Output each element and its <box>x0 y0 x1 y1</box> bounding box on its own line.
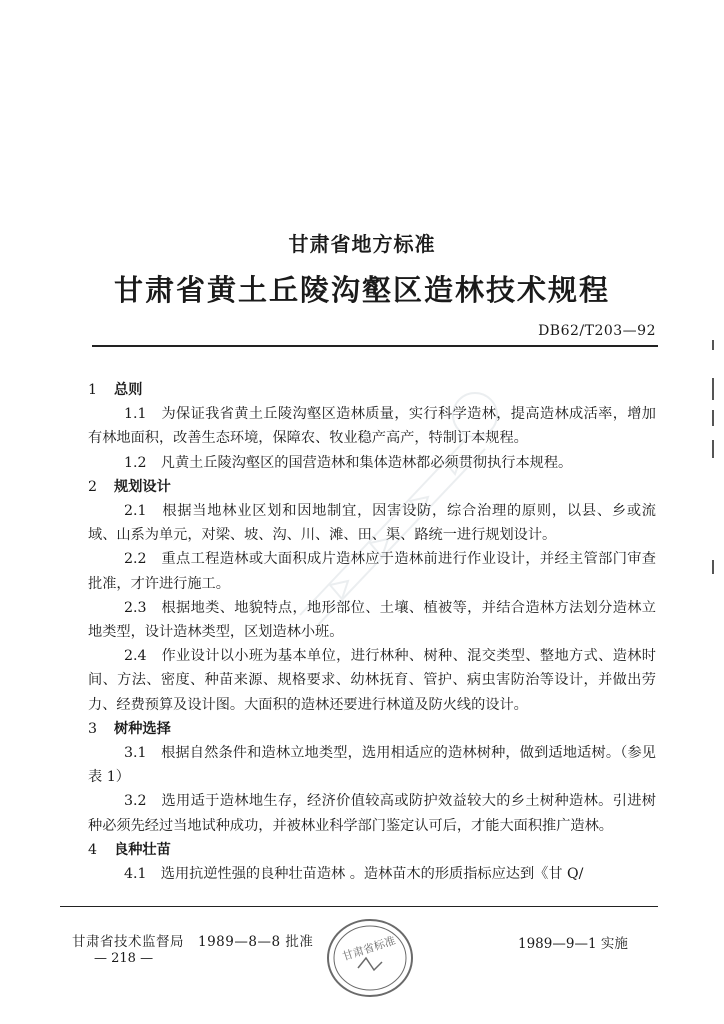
paragraph: 3.1 根据自然条件和造林立地类型，选用相适应的造林树种，做到适地适树。（参见表 1） <box>88 745 656 786</box>
section-number: 1 <box>88 382 98 398</box>
section-title: 规划设计 <box>114 478 171 495</box>
header-rule <box>92 345 658 347</box>
scan-edge-mark <box>712 440 714 458</box>
section-number: 3 <box>88 720 98 737</box>
section-heading <box>88 475 656 499</box>
section-number: 2 <box>88 478 98 495</box>
scan-edge-mark <box>712 560 714 574</box>
section-title: 树种选择 <box>114 720 171 737</box>
document-title: 甘肃省黄土丘陵沟壑区造林技术规程 <box>113 273 610 307</box>
official-seal <box>322 912 418 1000</box>
scan-edge-mark <box>712 378 714 400</box>
section-number: 4 <box>88 841 98 858</box>
paragraph: 2.4 作业设计以小班为基本单位，进行林种、树种、混交类型、整地方式、造林时间、方法、密度、种苗来源、规格要求、幼林抚育、管护、病虫害防治等设计，并做出劳力、经费预算及设计图。大面积的造林还要进行林道及防火线的设计。 <box>88 648 656 713</box>
paragraph: 2.3 根据地类、地貌特点，地形部位、土壤、植被等，并结合造林方法划分造林立地类型，设计造林类型，区划造林小班。 <box>88 599 656 641</box>
document-body <box>88 378 656 886</box>
scan-edge-mark <box>712 410 714 426</box>
scan-edge-mark <box>712 340 714 350</box>
paragraph: 4.1 选用抗逆性强的良种壮苗造林 。造林苗木的形质指标应达到《甘 Q/ <box>124 866 584 883</box>
standard-category: 甘肃省地方标准 <box>288 232 436 256</box>
paragraph: 1.1 为保证我省黄土丘陵沟壑区造林质量，实行科学造林，提高造林成活率，增加有林地面积，改善生态环境，保障农、牧业稳产高产，特制订本规程。 <box>88 406 656 447</box>
footer-issuer: 甘肃省技术监督局 1989—8—8 批准 <box>72 934 314 950</box>
section-title: 总则 <box>114 382 143 398</box>
paragraph: 1.2 凡黄土丘陵沟壑区的国营造林和集体造林都必须贯彻执行本规程。 <box>124 454 573 471</box>
section-heading <box>88 717 656 741</box>
footer-rule <box>60 906 658 907</box>
standard-number: DB62/T203—92 <box>538 323 656 339</box>
footer-effective-date: 1989—9—1 实施 <box>518 936 628 952</box>
paragraph: 2.2 重点工程造林或大面积成片造林应于造林前进行作业设计，并经主管部门审查批准，才许进行施工。 <box>88 551 656 592</box>
section-heading <box>88 378 656 402</box>
section-heading <box>88 838 656 862</box>
page-number: — 218 — <box>94 951 154 966</box>
paragraph: 2.1 根据当地林业区划和因地制宜，因害设防，综合治理的原则，以县、乡或流域、山系为单元，对梁、坡、沟、川、滩、田、渠、路统一进行规划设计。 <box>88 503 656 544</box>
paragraph: 3.2 选用适于造林地生存，经济价值较高或防护效益较大的乡土树种造林。引进树种必须先经过当地试种成功，并被林业科学部门鉴定认可后，才能大面积推广造林。 <box>88 793 656 834</box>
section-title: 良种壮苗 <box>114 841 171 858</box>
svg-text:甘肃省标准: 甘肃省标准 <box>340 933 398 964</box>
